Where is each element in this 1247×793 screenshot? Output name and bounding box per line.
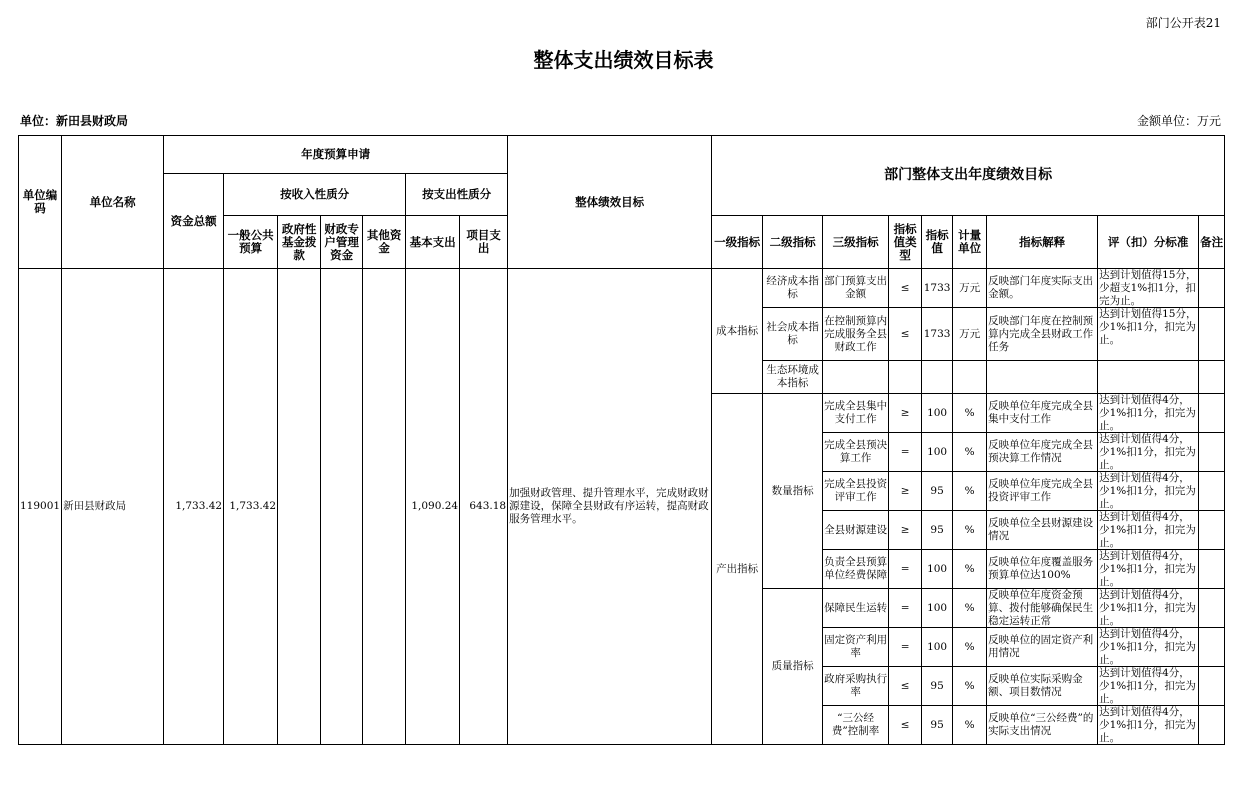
indicator-unit: %: [953, 628, 987, 667]
indicator-l3: 全县财源建设: [823, 511, 889, 550]
col-code-header: 单位编码: [19, 136, 62, 269]
col-other-header: 其他资金: [363, 216, 406, 269]
indicator-criteria: 达到计划值得4分，少1%扣1分，扣完为止。: [1099, 589, 1196, 627]
indicator-explain: 反映单位年度完成全县集中支付工作: [987, 394, 1098, 433]
indicator-remark: [1199, 361, 1225, 394]
col-budget-request-header: 年度预算申请: [164, 136, 508, 174]
unit-basic: 1,090.24: [406, 269, 460, 745]
indicator-remark: [1199, 628, 1225, 667]
unit-label: 单位：新田县财政局: [20, 114, 129, 128]
col-measure-header: 计量单位: [953, 216, 987, 269]
unit-name: 新田县财政局: [62, 269, 164, 745]
col-total-header: 资金总额: [164, 174, 224, 269]
indicator-l3: [823, 361, 889, 394]
col-lvl1-header: 一级指标: [712, 216, 763, 269]
indicator-type: ≤: [889, 269, 922, 308]
col-special-header: 财政专户管理资金: [321, 216, 363, 269]
col-general-header: 一般公共预算: [224, 216, 278, 269]
indicator-remark: [1199, 706, 1225, 745]
col-value-header: 指标值: [922, 216, 953, 269]
col-explain-header: 指标解释: [987, 216, 1098, 269]
indicator-explain: 反映部门年度实际支出金额。: [987, 269, 1098, 308]
group-quality: 质量指标: [763, 589, 823, 745]
indicator-unit: %: [953, 667, 987, 706]
indicator-unit: %: [953, 706, 987, 745]
col-project-header: 项目支出: [460, 216, 508, 269]
group-cost: 成本指标: [712, 269, 763, 394]
indicator-l3: 完成全县预决算工作: [823, 433, 889, 472]
indicator-remark: [1199, 433, 1225, 472]
indicator-criteria: 达到计划值得4分，少1%扣1分，扣完为止。: [1099, 628, 1196, 666]
indicator-type: ≤: [889, 706, 922, 745]
col-overall-goal-header: 整体绩效目标: [508, 136, 712, 269]
indicator-explain: 反映单位年度完成全县预决算工作情况: [987, 433, 1098, 472]
money-unit-label: 金额单位：万元: [1136, 114, 1221, 128]
indicator-type: ≤: [889, 308, 922, 361]
indicator-criteria: 达到计划值得4分，少1%扣1分，扣完为止。: [1099, 472, 1196, 510]
indicator-explain: 反映单位实际采购金额、项目数情况: [987, 667, 1098, 706]
indicator-unit: %: [953, 589, 987, 628]
indicator-criteria: [1098, 361, 1199, 394]
indicator-remark: [1199, 589, 1225, 628]
indicator-unit: %: [953, 433, 987, 472]
indicator-value: 100: [922, 550, 953, 589]
indicator-explain: 反映单位全县财源建设情况: [987, 511, 1098, 550]
indicator-l3: “三公经费”控制率: [823, 706, 889, 745]
col-gov-fund-header: 政府性基金拨款: [278, 216, 321, 269]
indicator-explain: 反映单位年度资金预算、拨付能够确保民生稳定运转正常: [988, 589, 1094, 627]
indicator-remark: [1199, 550, 1225, 589]
indicator-remark: [1199, 667, 1225, 706]
indicator-value: 100: [922, 394, 953, 433]
indicator-remark: [1199, 394, 1225, 433]
indicator-l3: 固定资产利用率: [823, 628, 889, 667]
indicator-criteria: 达到计划值得4分，少1%扣1分，扣完为止。: [1099, 667, 1196, 705]
col-lvl2-header: 二级指标: [763, 216, 823, 269]
indicator-explain: 反映单位年度覆盖服务预算单位达100%: [987, 550, 1098, 589]
indicator-value: 100: [922, 628, 953, 667]
indicator-remark: [1199, 308, 1225, 361]
indicator-value: 95: [922, 667, 953, 706]
page-title: 整体支出绩效目标表: [533, 48, 714, 72]
unit-gov-fund: [278, 269, 321, 745]
indicator-unit: %: [953, 511, 987, 550]
col-remark-header: 备注: [1199, 216, 1225, 269]
indicator-remark: [1199, 511, 1225, 550]
indicator-explain: 反映单位的固定资产利用情况: [987, 628, 1098, 667]
indicator-explain: [987, 361, 1098, 394]
col-by-expense-header: 按支出性质分: [406, 174, 508, 216]
indicator-criteria: 达到计划值得4分，少1%扣1分，扣完为止。: [1099, 433, 1196, 471]
indicator-type: ≤: [889, 667, 922, 706]
indicator-type: ≥: [889, 394, 922, 433]
indicator-type: ≥: [889, 472, 922, 511]
indicator-criteria: 达到计划值得4分，少1%扣1分，扣完为止。: [1099, 394, 1196, 432]
unit-general: 1,733.42: [224, 269, 278, 745]
indicator-type: ≥: [889, 511, 922, 550]
indicator-value: 100: [922, 433, 953, 472]
indicator-l2: 经济成本指标: [763, 269, 823, 308]
unit-special: [321, 269, 363, 745]
indicator-unit: 万元: [953, 308, 987, 361]
indicator-criteria: 达到计划值得4分，少1%扣1分，扣完为止。: [1099, 550, 1196, 588]
table-number: 部门公开表21: [1145, 16, 1221, 30]
indicator-unit: [953, 361, 987, 394]
col-lvl3-header: 三级指标: [823, 216, 889, 269]
indicator-type: =: [889, 589, 922, 628]
indicator-type: =: [889, 628, 922, 667]
group-quantity: 数量指标: [763, 394, 823, 589]
indicator-unit: %: [953, 472, 987, 511]
indicator-unit: %: [953, 394, 987, 433]
indicator-value: 1733: [922, 269, 953, 308]
indicator-type: =: [889, 433, 922, 472]
col-basic-header: 基本支出: [406, 216, 460, 269]
unit-overall-goal: 加强财政管理、提升管理水平，完成财政财源建设，保障全县财政有序运转，提高财政服务管理水平。: [508, 269, 712, 745]
indicator-remark: [1199, 269, 1225, 308]
indicator-explain: 反映单位“三公经费”的实际支出情况: [987, 706, 1098, 745]
indicator-value: 95: [922, 511, 953, 550]
indicator-l3: 保障民生运转: [823, 589, 889, 628]
indicator-l3: 在控制预算内完成服务全县财政工作: [824, 314, 888, 353]
col-type-header: 指标值类型: [889, 216, 922, 269]
unit-total: 1,733.42: [164, 269, 224, 745]
col-criteria-header: 评（扣）分标准: [1098, 216, 1199, 269]
indicator-l2: 生态环境成本指标: [763, 361, 823, 394]
indicator-unit: 万元: [953, 269, 987, 308]
indicator-unit: %: [953, 550, 987, 589]
indicator-criteria: 达到计划值得4分，少1%扣1分，扣完为止。: [1099, 511, 1196, 549]
unit-other: [363, 269, 406, 745]
indicator-criteria: 达到计划值得15分，少超支1%扣1分，扣完为止。: [1099, 269, 1197, 307]
col-name-header: 单位名称: [62, 136, 164, 269]
indicator-l2: 社会成本指标: [763, 308, 823, 361]
group-output: 产出指标: [712, 394, 763, 745]
unit-code: 119001: [19, 269, 62, 745]
indicator-value: 100: [922, 589, 953, 628]
indicator-explain: 反映单位年度完成全县投资评审工作: [987, 472, 1098, 511]
indicator-value: 95: [922, 706, 953, 745]
indicator-criteria: 达到计划值得4分，少1%扣1分，扣完为止。: [1099, 706, 1196, 744]
indicator-l3: 完成全县集中支付工作: [823, 394, 889, 433]
col-dept-goal-header: 部门整体支出年度绩效目标: [712, 136, 1225, 216]
indicator-remark: [1199, 472, 1225, 511]
indicator-explain: 反映部门年度在控制预算内完成全县财政工作任务: [987, 308, 1098, 361]
indicator-criteria: 达到计划值得15分，少1%扣1分，扣完为止。: [1098, 308, 1199, 361]
indicator-value: [922, 361, 953, 394]
performance-table: [18, 135, 1225, 745]
indicator-type: =: [889, 550, 922, 589]
indicator-l3: 负责全县预算单位经费保障: [824, 556, 888, 581]
indicator-type: [889, 361, 922, 394]
indicator-l3: 政府采购执行率: [823, 667, 889, 706]
indicator-l3: 完成全县投资评审工作: [823, 472, 889, 511]
col-by-income-header: 按收入性质分: [224, 174, 406, 216]
indicator-value: 95: [922, 472, 953, 511]
unit-project: 643.18: [460, 269, 508, 745]
indicator-value: 1733: [922, 308, 953, 361]
indicator-l3: 部门预算支出金额: [823, 269, 889, 308]
